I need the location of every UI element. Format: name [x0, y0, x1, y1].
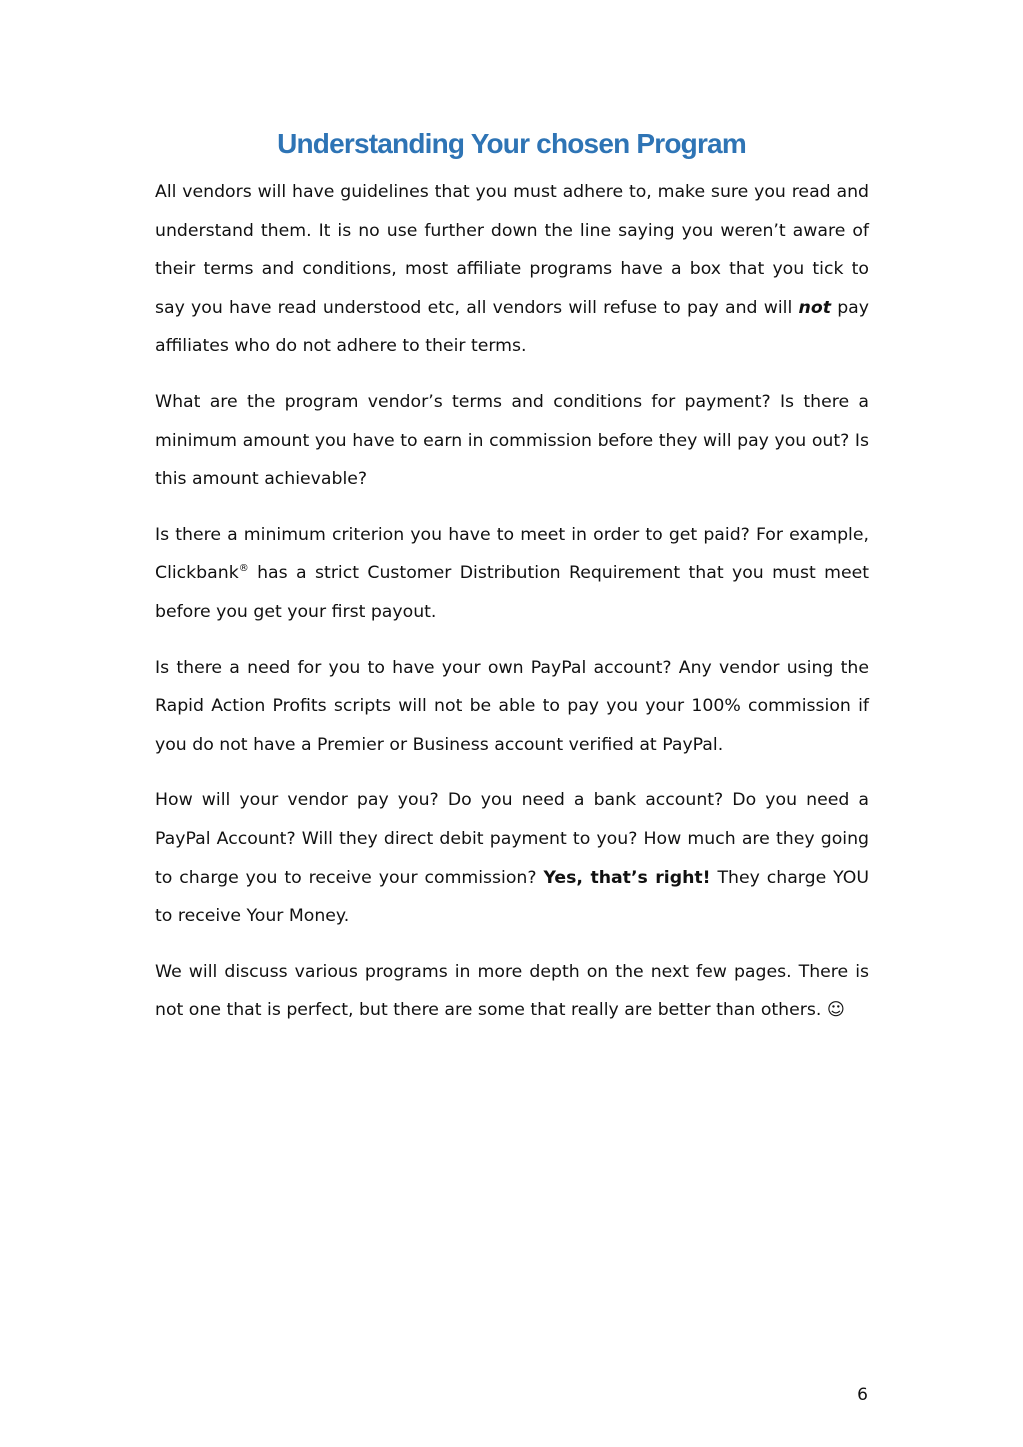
paragraph-paypal-account: Is there a need for you to have your own PayPal account? Any vendor using the Rapid Action Profits scripts will not be able to pay you your 100% commission if you do not have a Premier or Business account verified at PayPal.	[155, 657, 869, 755]
paragraph-text: They charge YOU to receive Your Money.	[155, 867, 869, 927]
paragraph-text: All vendors will have guidelines that you must adhere to, make sure you read and understand them. It is no use further down the line saying you weren’t aware of their terms and conditions, most affiliate programs have a box that you tick to say you have read understood etc, all vendors will refuse to pay and will	[155, 182, 869, 318]
paragraph-minimum-criterion	[155, 516, 869, 632]
page-number: 6	[857, 1385, 868, 1405]
body-text	[155, 173, 869, 1047]
emphasis-not: not	[798, 297, 831, 318]
paragraph-programs-discussion: We will discuss various programs in more depth on the next few pages. There is not one that is perfect, but there are some that really are better than others. ☺	[155, 961, 869, 1021]
bold-phrase: Yes, that’s right!	[543, 867, 711, 888]
paragraph-vendor-guidelines	[155, 173, 869, 366]
paragraph-text: pay affiliates who do not adhere to their terms.	[155, 297, 869, 357]
paragraph-vendor-payment	[155, 781, 869, 935]
paragraph-text: Is there a minimum criterion you have to meet in order to get paid? For example, Clickbank	[155, 524, 869, 584]
page-title: Understanding Your chosen Program	[277, 128, 746, 159]
paragraph-text: How will your vendor pay you? Do you need a bank account? Do you need a PayPal Account? Will they direct debit payment to you? How much are they going to charge you to receive your commission?	[155, 790, 869, 888]
registered-mark: ®	[238, 563, 249, 575]
paragraph-text: has a strict Customer Distribution Requirement that you must meet before you get your first payout.	[155, 563, 869, 622]
paragraph-payment-terms: What are the program vendor’s terms and conditions for payment? Is there a minimum amount you have to earn in commission before they will pay you out? Is this amount achievable?	[155, 391, 869, 490]
